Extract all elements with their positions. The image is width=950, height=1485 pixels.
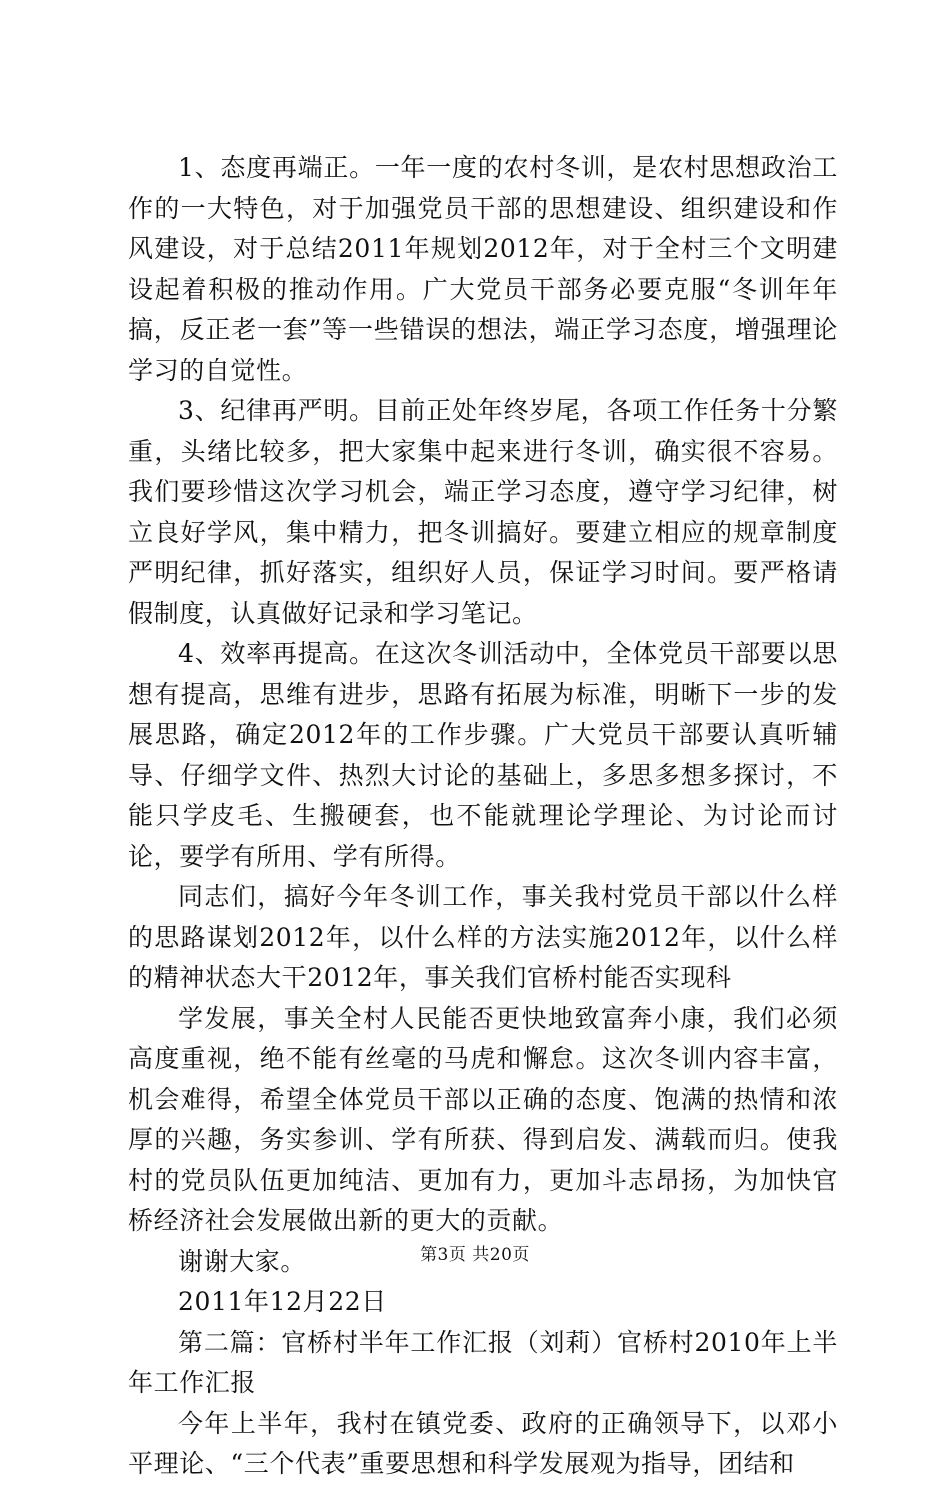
paragraph-thanks: 谢谢大家。 <box>178 1246 307 1276</box>
paragraph-report-intro: 今年上半年，我村在镇党委、政府的正确领导下，以邓小平理论、“三个代表”重要思想和科学发展观为指导，团结和 <box>128 1408 838 1478</box>
paragraph-date: 2011年12月22日 <box>178 1287 387 1316</box>
paragraph-attitude: 1、态度再端正。一年一度的农村冬训，是农村思想政治工作的一大特色，对于加强党员干部的思想建设、组织建设和作风建设，对于总结2011年规划2012年，对于全村三个文明建设起着积极的推动作用。广大党员干部务必要克服“冬训年年搞，反正老一套”等一些错误的想法，端正学习态度，增强理论学习的自觉性。 <box>128 153 838 385</box>
document-body <box>128 148 838 1485</box>
page-footer: 第3页 共20页 <box>420 1245 530 1265</box>
paragraph-comrades: 同志们，搞好今年冬训工作，事关我村党员干部以什么样的思路谋划2012年，以什么样的方法实施2012年，以什么样的精神状态大干2012年，事关我们官桥村能否实现科 <box>128 882 838 992</box>
section-heading: 第二篇：官桥村半年工作汇报（刘莉）官桥村2010年上半年工作汇报 <box>128 1327 838 1397</box>
paragraph-efficiency: 4、效率再提高。在这次冬训活动中，全体党员干部要以思想有提高，思维有进步，思路有拓展为标准，明晰下一步的发展思路，确定2012年的工作步骤。广大党员干部要认真听辅导、仔细学文件、热烈大讨论的基础上，多思多想多探讨，不能只学皮毛、生搬硬套，也不能就理论学理论、为讨论而讨论，要学有所用、学有所得。 <box>128 639 838 871</box>
paragraph-development: 学发展，事关全村人民能否更快地致富奔小康，我们必须高度重视，绝不能有丝毫的马虎和懈怠。这次冬训内容丰富，机会难得，希望全体党员干部以正确的态度、饱满的热情和浓厚的兴趣，务实参训、学有所获、得到启发、满载而归。使我村的党员队伍更加纯洁、更加有力，更加斗志昂扬，为加快官桥经济社会发展做出新的更大的贡献。 <box>128 1003 838 1235</box>
paragraph-discipline: 3、纪律再严明。目前正处年终岁尾，各项工作任务十分繁重，头绪比较多，把大家集中起来进行冬训，确实很不容易。我们要珍惜这次学习机会，端正学习态度，遵守学习纪律，树立良好学风，集中精力，把冬训搞好。要建立相应的规章制度严明纪律，抓好落实，组织好人员，保证学习时间。要严格请假制度，认真做好记录和学习笔记。 <box>128 396 838 628</box>
